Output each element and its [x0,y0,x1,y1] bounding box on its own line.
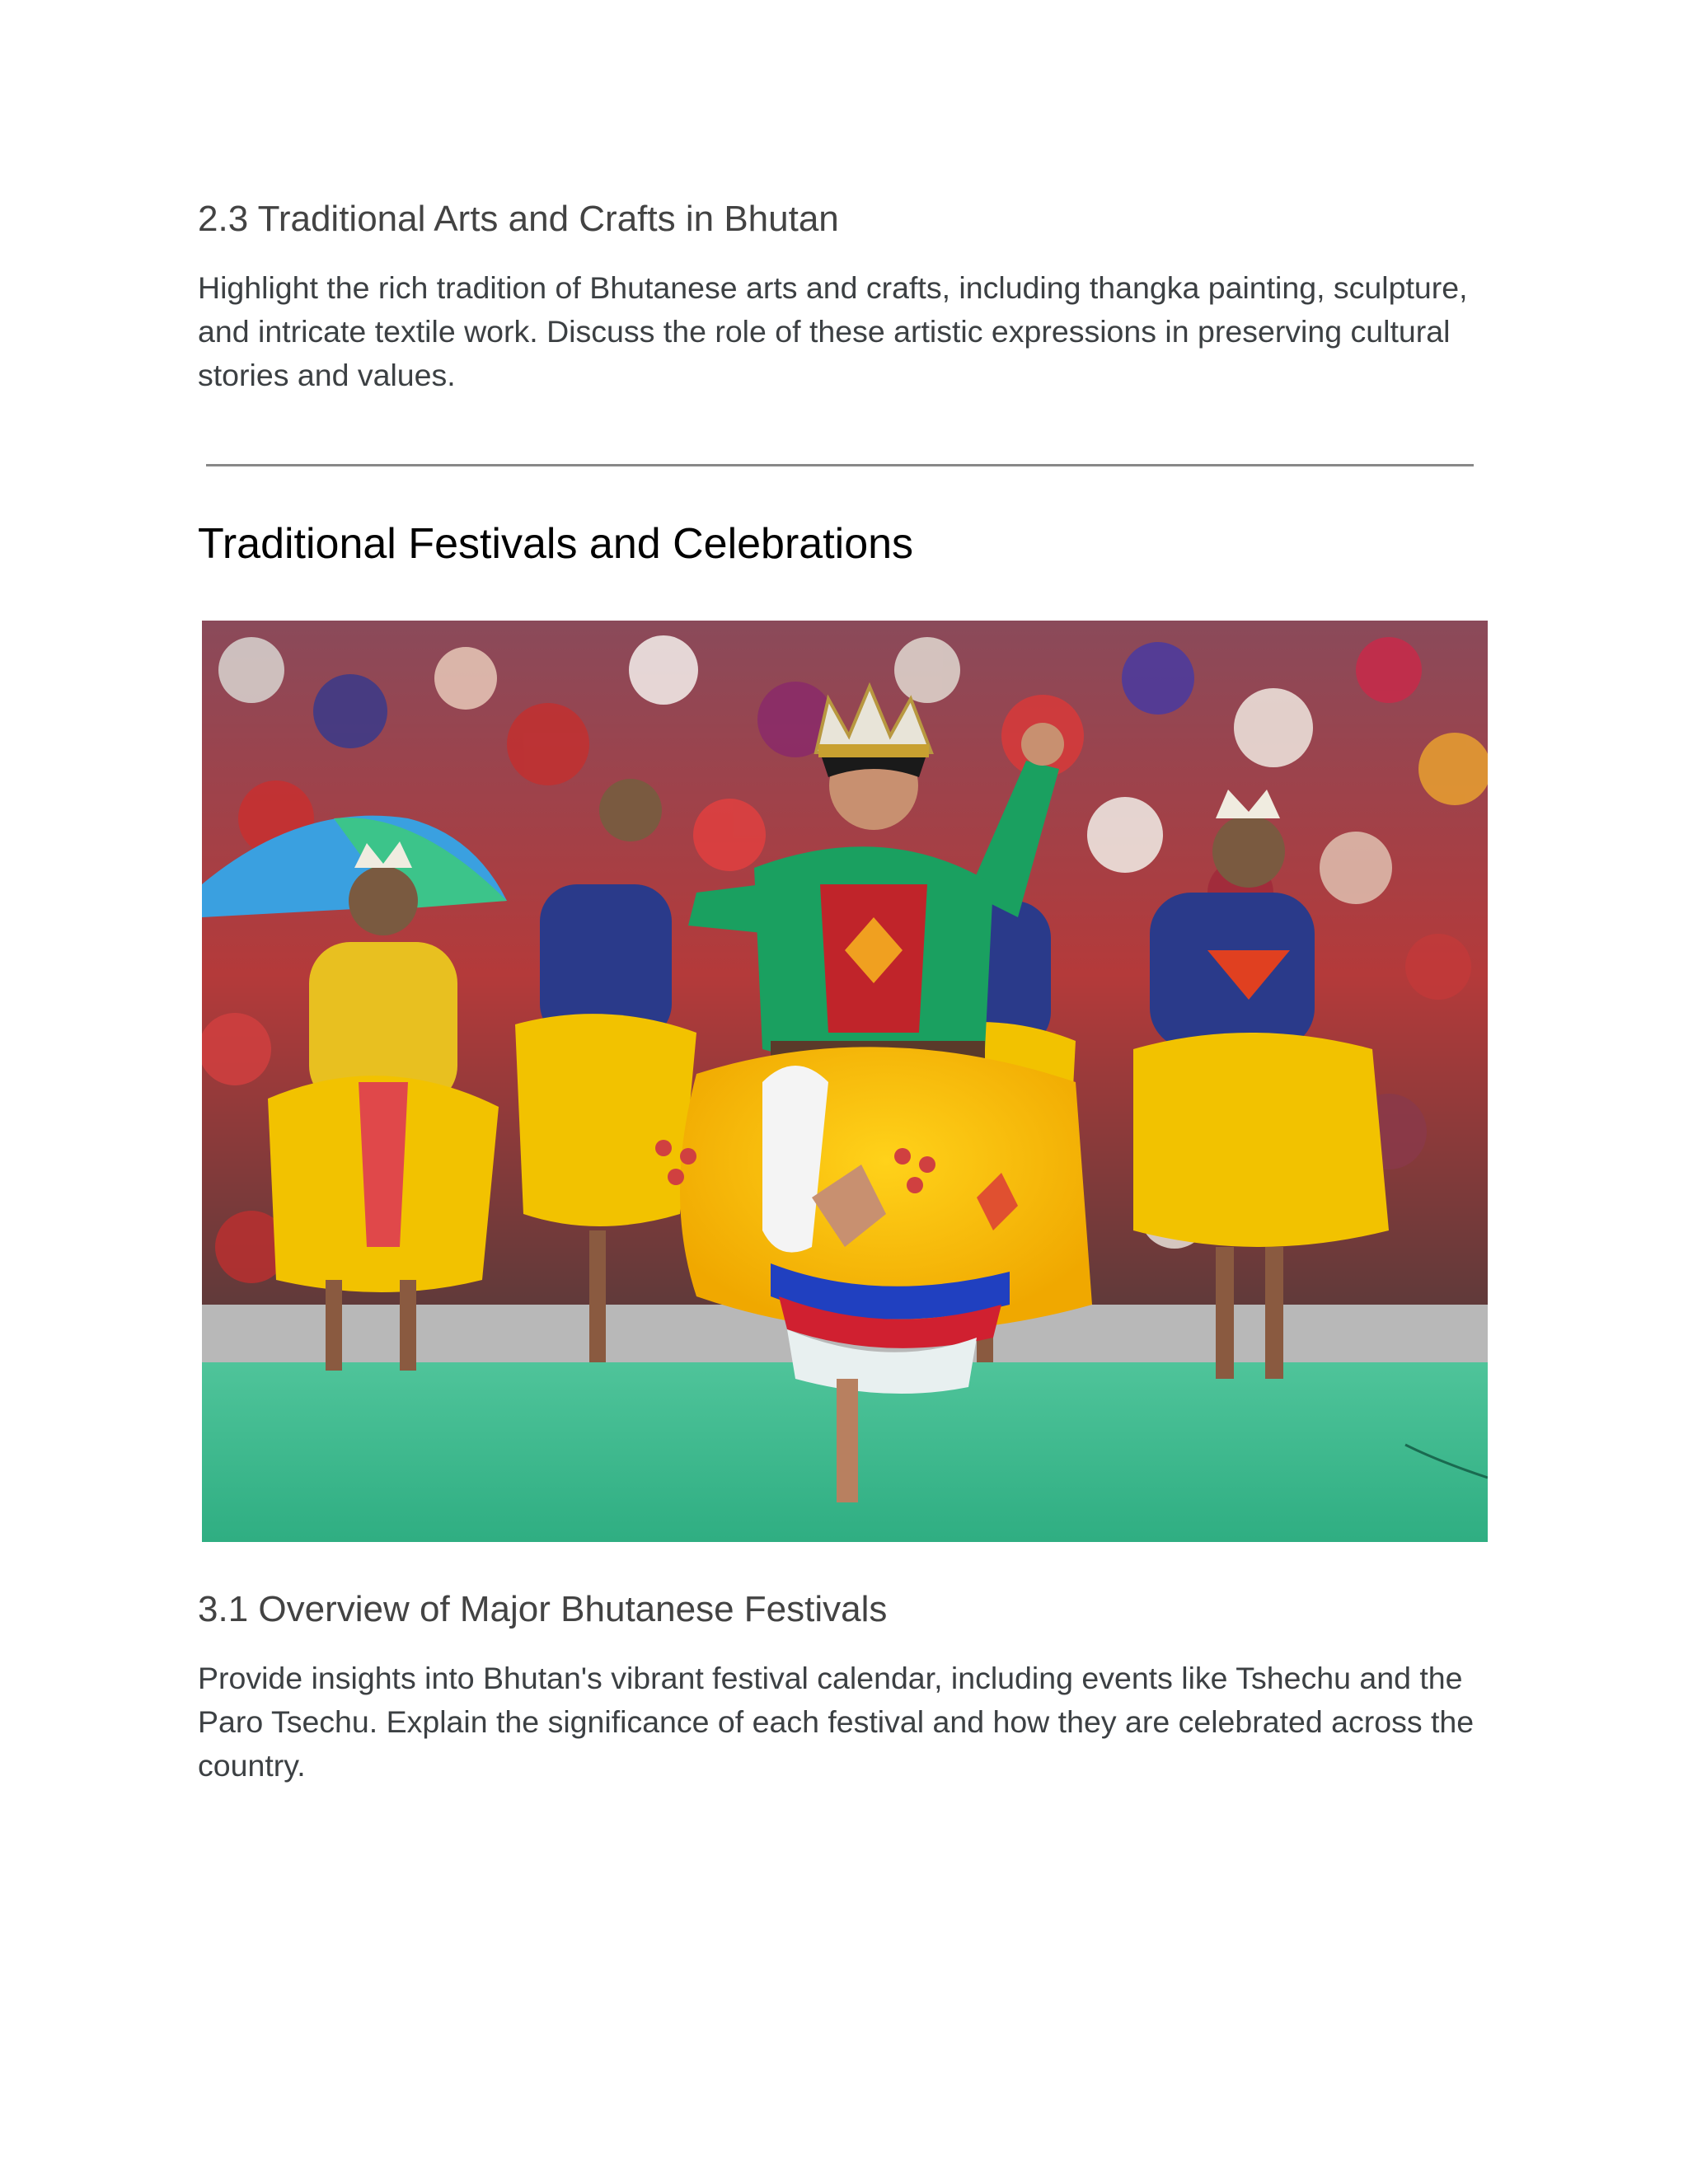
section-2-3-heading: 2.3 Traditional Arts and Crafts in Bhutan [198,199,839,239]
section-3-1-heading: 3.1 Overview of Major Bhutanese Festivals [198,1589,888,1629]
section-3-1-paragraph: Provide insights into Bhutan's vibrant festival calendar, including events like Tshechu and the Paro Tsechu. Explain the significance of each festival and how they are celebrated across the country. [198,1661,1475,1783]
festival-dance-photo [202,621,1488,1542]
section-3-title: Traditional Festivals and Celebrations [198,520,914,568]
section-2-3-paragraph: Highlight the rich tradition of Bhutanese arts and crafts, including thangka painting, sculpture, and intricate textile work. Discuss the role of these artistic expressions in preserving cultural stories and values. [198,270,1468,392]
horizontal-divider [206,464,1474,466]
